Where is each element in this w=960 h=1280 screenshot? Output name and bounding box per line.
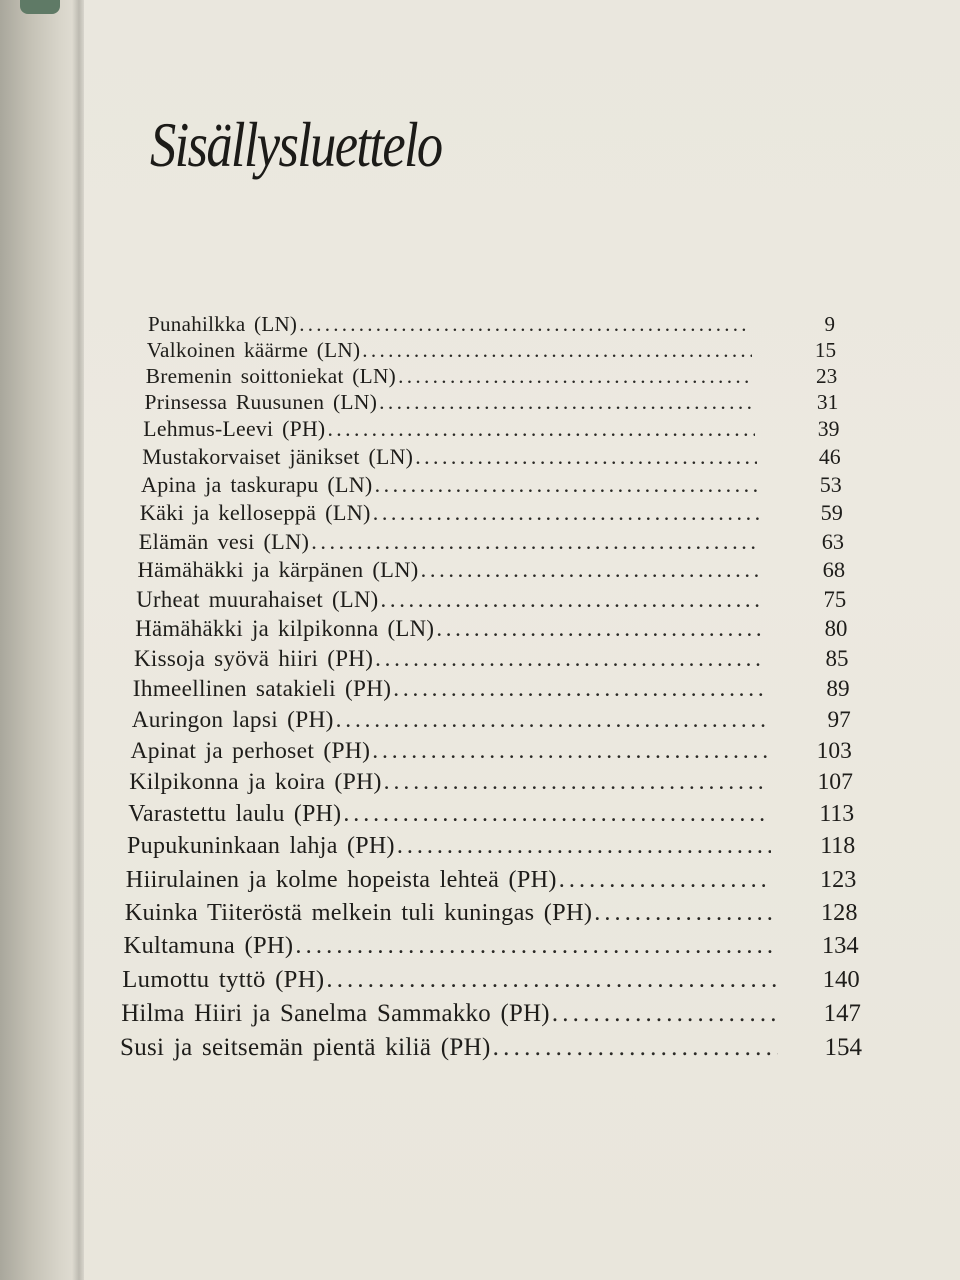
dot-leader [327,417,755,442]
toc-entry-page: 31 [816,390,839,415]
dot-leader [336,707,767,734]
toc-entry-page: 128 [821,898,858,926]
toc-entry-page: 134 [821,931,859,959]
dot-leader [372,738,768,765]
toc-entry-title: Kuinka Tiiteröstä melkein tuli kuningas (PH) [124,898,593,926]
toc-entry [147,338,836,363]
dot-leader [552,1000,777,1028]
dot-leader [421,557,762,583]
toc-entry [145,390,839,415]
toc-entry-title: Hilma Hiiri ja Sanelma Sammakko (PH) [121,999,550,1027]
dot-leader [398,364,753,389]
dot-leader [384,769,769,796]
toc-entry-page: 89 [826,676,850,703]
dot-leader [326,966,775,994]
toc-entry-page: 123 [820,865,857,893]
toc-entry-page: 85 [825,645,849,671]
toc-entry [135,616,847,642]
toc-entry-page: 59 [820,500,843,526]
toc-entry-page: 46 [818,444,841,469]
dot-leader [381,587,763,613]
toc-entry-title: Varastettu laulu (PH) [128,801,342,827]
toc-entry-title: Urheat muurahaiset (LN) [136,586,379,612]
toc-entry [143,417,839,442]
toc-entry-title: Valkoinen käärme (LN) [146,337,361,362]
toc-entry-page: 9 [824,312,835,336]
dot-leader [436,616,763,642]
toc-entry [136,587,846,613]
dot-leader [295,932,774,960]
toc-entry-page: 53 [819,472,842,498]
toc-entry-title: Susi ja seitsemän pientä kiliä (PH) [120,1034,491,1061]
toc-entry-title: Kultamuna (PH) [123,931,294,959]
toc-entry [146,364,838,389]
toc-entry-page: 39 [817,417,840,442]
toc-entry-title: Pupukuninkaan lahja (PH) [127,833,395,860]
toc-entry-page: 15 [814,337,837,362]
toc-entry-page: 97 [827,706,851,733]
toc-entry-title: Hiirulainen ja kolme hopeista lehteä (PH) [125,865,557,893]
toc-entry [126,866,857,894]
dot-leader [311,529,760,555]
toc-entry-title: Auringon lapsi (PH) [131,706,334,733]
toc-entry [133,676,850,703]
dot-leader [362,338,752,363]
toc-entry-page: 75 [823,586,847,612]
toc-entry-page: 147 [823,999,861,1027]
toc-entry [134,646,849,672]
toc-entry [125,899,858,927]
toc-entry-title: Hämähäkki ja kilpikonna (LN) [135,616,435,641]
toc-entry-title: Mustakorvaiset jänikset (LN) [142,444,414,469]
toc-entry [128,801,854,828]
toc-entry-page: 140 [822,965,860,993]
toc-entry [122,966,859,994]
toc-entry-title: Apinat ja perhoset (PH) [130,737,371,764]
toc-entry [148,312,835,337]
toc-entry-page: 107 [817,769,853,796]
toc-entry [120,1034,862,1062]
dot-leader [493,1034,778,1062]
toc-entry-page: 118 [820,833,856,860]
dot-leader [379,390,754,415]
toc-entry-page: 154 [824,1034,862,1061]
toc-entry-title: Elämän vesi (LN) [138,528,310,554]
toc-entry-page: 103 [816,737,852,764]
toc-entry [127,833,855,860]
page-title: Sisällysluettelo [150,109,442,180]
toc-entry-page: 63 [821,528,844,554]
dot-leader [343,801,770,828]
toc-entry-page: 80 [824,616,848,641]
toc-entry-title: Käki ja kelloseppä (LN) [139,500,371,526]
toc-entry-title: Bremenin soittoniekat (LN) [145,363,397,388]
dot-leader [594,899,773,927]
toc-entry-title: Punahilkka (LN) [148,312,298,336]
dot-leader [373,500,759,526]
dot-leader [559,866,773,894]
toc-entry-title: Lumottu tyttö (PH) [122,965,325,993]
dot-leader [393,676,765,703]
toc-entry-title: Hämähäkki ja kärpänen (LN) [137,557,419,583]
toc-entry [129,769,853,796]
toc-entry [139,529,844,555]
toc-entry [121,1000,861,1028]
toc-entry [124,932,859,960]
dot-leader [397,833,771,860]
dot-leader [299,312,751,337]
toc-entry-title: Apina ja taskurapu (LN) [141,472,373,498]
toc-entry [132,707,851,734]
toc-entry-title: Kilpikonna ja koira (PH) [129,769,382,796]
toc-entry [142,445,841,470]
toc-entry [140,500,843,526]
toc-entry [138,557,846,583]
toc-entry [141,472,842,498]
dot-leader [375,472,758,498]
toc-entry-title: Lehmus-Leevi (PH) [143,417,326,442]
toc-entry-page: 68 [822,557,846,583]
toc-entry-page: 113 [819,801,855,827]
toc-entry-title: Prinsessa Ruusunen (LN) [144,390,378,415]
dot-leader [415,445,756,470]
toc-entry-page: 23 [815,363,838,388]
toc-entry-title: Kissoja syövä hiiri (PH) [134,645,374,671]
dot-leader [375,646,764,672]
toc-entry-title: Ihmeellinen satakieli (PH) [132,676,392,703]
toc-entry [131,738,852,765]
